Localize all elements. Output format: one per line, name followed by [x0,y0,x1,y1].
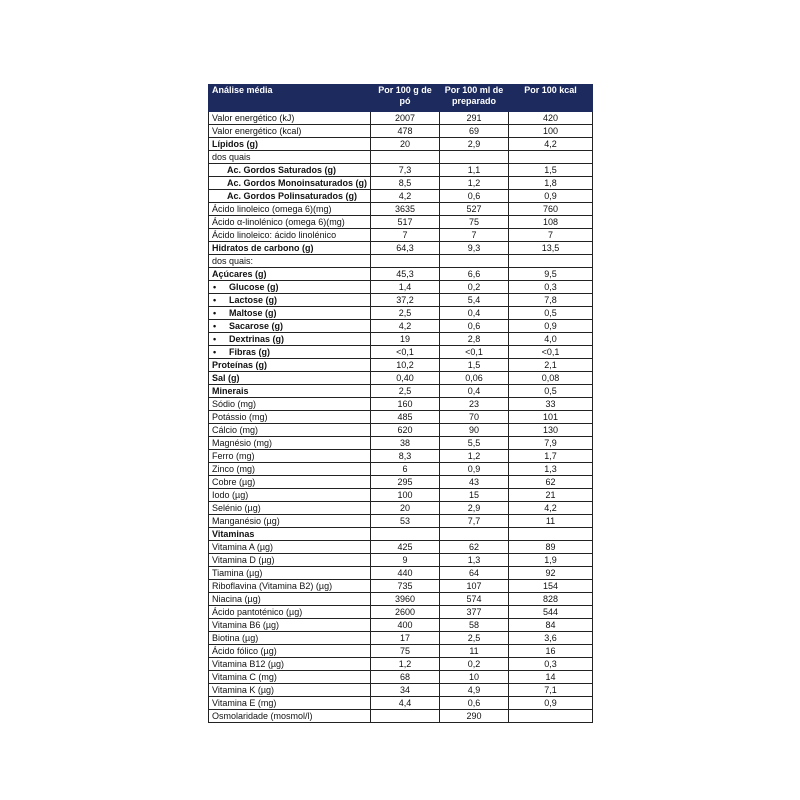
value-per-100ml: 0,6 [440,320,509,333]
row-label-cell [209,645,371,658]
value-per-100ml: 290 [440,710,509,723]
value-per-100g: 38 [371,437,440,450]
row-label: Valor energético (kcal) [212,126,302,136]
row-label-cell [209,268,371,281]
value-per-100g: 37,2 [371,294,440,307]
value-per-100kcal: 11 [509,515,593,528]
table-row [209,203,593,216]
value-per-100ml [440,151,509,164]
row-label: Proteínas (g) [212,360,268,370]
value-per-100ml: 7 [440,229,509,242]
row-label: Magnésio (mg) [212,438,273,448]
value-per-100g: 2007 [371,112,440,125]
value-per-100kcal: 420 [509,112,593,125]
row-label-cell [209,437,371,450]
value-per-100kcal: 101 [509,411,593,424]
row-label-cell [209,138,371,151]
value-per-100ml: 10 [440,671,509,684]
value-per-100kcal: 33 [509,398,593,411]
value-per-100kcal: 0,9 [509,190,593,203]
header-analysis: Análise média [209,85,371,112]
value-per-100g: 9 [371,554,440,567]
table-row [209,710,593,723]
value-per-100g: 3960 [371,593,440,606]
value-per-100g: 34 [371,684,440,697]
row-label: Ac. Gordos Polinsaturados (g) [227,191,358,201]
row-label-cell [209,385,371,398]
value-per-100kcal: 21 [509,489,593,502]
row-label: Ac. Gordos Monoinsaturados (g) [227,178,368,188]
value-per-100ml: 527 [440,203,509,216]
table-row [209,294,593,307]
value-per-100g: 478 [371,125,440,138]
row-label-cell [209,502,371,515]
row-label-cell [209,658,371,671]
value-per-100ml: 377 [440,606,509,619]
value-per-100g: 1,2 [371,658,440,671]
row-label: dos quais: [212,256,254,266]
bullet-icon: • [213,282,217,292]
value-per-100g: 64,3 [371,242,440,255]
value-per-100g [371,710,440,723]
bullet-icon: • [213,308,217,318]
value-per-100kcal: <0,1 [509,346,593,359]
value-per-100kcal: 130 [509,424,593,437]
row-label: Sal (g) [212,373,240,383]
row-label-cell [209,203,371,216]
value-per-100g: 4,2 [371,190,440,203]
row-label: Biotina (µg) [212,633,259,643]
row-label-cell [209,567,371,580]
value-per-100kcal: 89 [509,541,593,554]
table-row [209,606,593,619]
value-per-100ml: 1,2 [440,450,509,463]
row-label-cell [209,424,371,437]
header-per-100ml-prepared: Por 100 ml de preparado [440,85,509,112]
value-per-100ml: 11 [440,645,509,658]
value-per-100g: 4,2 [371,320,440,333]
row-label: Sódio (mg) [212,399,257,409]
value-per-100ml: 69 [440,125,509,138]
table-row [209,645,593,658]
value-per-100kcal: 84 [509,619,593,632]
row-label-cell [209,151,371,164]
value-per-100ml: 5,5 [440,437,509,450]
table-row [209,333,593,346]
table-row [209,255,593,268]
row-label-cell [209,554,371,567]
table-row [209,151,593,164]
row-label-cell [209,229,371,242]
value-per-100ml: 7,7 [440,515,509,528]
row-label-cell [209,541,371,554]
table-row [209,580,593,593]
row-label: Ácido linoleico (omega 6)(mg) [212,204,332,214]
value-per-100g: 20 [371,502,440,515]
row-label: Zinco (mg) [212,464,256,474]
row-label: dos quais [212,152,251,162]
table-row [209,411,593,424]
value-per-100ml: 0,2 [440,658,509,671]
value-per-100ml: 1,1 [440,164,509,177]
row-label: Vitamina D (µg) [212,555,275,565]
table-row [209,476,593,489]
value-per-100kcal: 14 [509,671,593,684]
row-label-cell [209,112,371,125]
value-per-100g: 735 [371,580,440,593]
value-per-100g: 75 [371,645,440,658]
value-per-100kcal: 0,3 [509,658,593,671]
value-per-100ml: 1,3 [440,554,509,567]
header-row [209,85,593,112]
table-row [209,346,593,359]
value-per-100kcal: 100 [509,125,593,138]
value-per-100kcal: 828 [509,593,593,606]
value-per-100kcal: 1,8 [509,177,593,190]
value-per-100g [371,151,440,164]
row-label-cell [209,398,371,411]
row-label: Vitamina B6 (µg) [212,620,280,630]
row-label: Cobre (µg) [212,477,256,487]
value-per-100ml: 62 [440,541,509,554]
value-per-100g: 4,4 [371,697,440,710]
table-row [209,619,593,632]
value-per-100g: 0,40 [371,372,440,385]
value-per-100kcal: 4,0 [509,333,593,346]
table-row [209,541,593,554]
value-per-100g: 17 [371,632,440,645]
row-label-cell [209,411,371,424]
value-per-100ml: 1,2 [440,177,509,190]
value-per-100g: 6 [371,463,440,476]
value-per-100ml: 70 [440,411,509,424]
value-per-100g: 7,3 [371,164,440,177]
row-label: Açúcares (g) [212,269,267,279]
value-per-100kcal: 7,8 [509,294,593,307]
value-per-100g: 19 [371,333,440,346]
value-per-100g: 68 [371,671,440,684]
nutrition-table [208,84,593,723]
table-row [209,658,593,671]
row-label: Ac. Gordos Saturados (g) [227,165,337,175]
table-row [209,463,593,476]
table-row [209,385,593,398]
bullet-icon: • [213,295,217,305]
row-label: Vitaminas [212,529,255,539]
value-per-100kcal: 0,3 [509,281,593,294]
value-per-100ml: 2,9 [440,502,509,515]
value-per-100kcal: 7 [509,229,593,242]
row-label-cell [209,216,371,229]
row-label-cell [209,346,371,359]
value-per-100g: 517 [371,216,440,229]
value-per-100kcal: 1,5 [509,164,593,177]
value-per-100ml: 2,5 [440,632,509,645]
bullet-icon: • [213,334,217,344]
row-label: Manganésio (µg) [212,516,280,526]
value-per-100kcal: 0,5 [509,307,593,320]
value-per-100kcal: 0,9 [509,697,593,710]
row-label-cell [209,606,371,619]
value-per-100ml: 6,6 [440,268,509,281]
table-row [209,281,593,294]
value-per-100kcal: 16 [509,645,593,658]
value-per-100g: 53 [371,515,440,528]
value-per-100g [371,528,440,541]
row-label-cell [209,164,371,177]
value-per-100kcal [509,528,593,541]
value-per-100kcal: 3,6 [509,632,593,645]
table-row [209,489,593,502]
value-per-100g: 45,3 [371,268,440,281]
row-label-cell [209,294,371,307]
table-row [209,320,593,333]
value-per-100ml: 2,8 [440,333,509,346]
value-per-100ml: 15 [440,489,509,502]
row-label-cell [209,515,371,528]
value-per-100g: <0,1 [371,346,440,359]
row-label: Glucose (g) [229,282,279,292]
value-per-100kcal: 2,1 [509,359,593,372]
value-per-100kcal: 760 [509,203,593,216]
row-label-cell [209,359,371,372]
value-per-100g [371,255,440,268]
value-per-100ml: 0,6 [440,697,509,710]
value-per-100ml: 2,9 [440,138,509,151]
row-label: Vitamina A (µg) [212,542,274,552]
table-row [209,177,593,190]
row-label: Fibras (g) [229,347,271,357]
header-per-100kcal: Por 100 kcal [509,85,593,112]
value-per-100kcal: 0,08 [509,372,593,385]
row-label: Lípidos (g) [212,139,258,149]
table-row [209,359,593,372]
value-per-100kcal: 1,7 [509,450,593,463]
row-label-cell [209,528,371,541]
value-per-100ml: 0,6 [440,190,509,203]
row-label-cell [209,593,371,606]
row-label: Hidratos de carbono (g) [212,243,314,253]
value-per-100ml: 0,9 [440,463,509,476]
value-per-100kcal: 544 [509,606,593,619]
value-per-100ml: 9,3 [440,242,509,255]
table-row [209,372,593,385]
value-per-100g: 8,3 [371,450,440,463]
value-per-100kcal: 1,3 [509,463,593,476]
value-per-100g: 620 [371,424,440,437]
value-per-100kcal: 0,5 [509,385,593,398]
value-per-100ml: <0,1 [440,346,509,359]
value-per-100kcal [509,710,593,723]
row-label-cell [209,242,371,255]
row-label: Ácido α-linolénico (omega 6)(mg) [212,217,345,227]
value-per-100ml: 43 [440,476,509,489]
value-per-100ml: 1,5 [440,359,509,372]
value-per-100ml: 291 [440,112,509,125]
table-row [209,554,593,567]
row-label: Ácido pantoténico (µg) [212,607,303,617]
value-per-100ml [440,528,509,541]
value-per-100ml: 0,4 [440,307,509,320]
value-per-100ml: 4,9 [440,684,509,697]
value-per-100kcal: 4,2 [509,138,593,151]
table-row [209,567,593,580]
table-row [209,697,593,710]
row-label: Ácido linoleico: ácido linolénico [212,230,337,240]
value-per-100g: 440 [371,567,440,580]
row-label: Minerais [212,386,249,396]
value-per-100kcal: 7,1 [509,684,593,697]
table-row [209,671,593,684]
table-header [209,85,593,112]
row-label-cell [209,684,371,697]
value-per-100ml: 75 [440,216,509,229]
row-label: Riboflavina (Vitamina B2) (µg) [212,581,333,591]
row-label-cell [209,671,371,684]
value-per-100g: 425 [371,541,440,554]
table-row [209,515,593,528]
table-row [209,424,593,437]
value-per-100g: 2600 [371,606,440,619]
value-per-100kcal: 1,9 [509,554,593,567]
table-row [209,216,593,229]
value-per-100kcal: 0,9 [509,320,593,333]
row-label: Potássio (mg) [212,412,268,422]
value-per-100g: 485 [371,411,440,424]
row-label-cell [209,489,371,502]
row-label: Vitamina C (mg) [212,672,277,682]
table-row [209,164,593,177]
row-label-cell [209,450,371,463]
value-per-100kcal: 9,5 [509,268,593,281]
row-label-cell [209,619,371,632]
value-per-100g: 1,4 [371,281,440,294]
table-row [209,632,593,645]
value-per-100ml: 90 [440,424,509,437]
value-per-100ml: 58 [440,619,509,632]
row-label: Valor energético (kJ) [212,113,295,123]
row-label: Niacina (µg) [212,594,261,604]
row-label: Ferro (mg) [212,451,255,461]
table-row [209,398,593,411]
row-label-cell [209,307,371,320]
value-per-100ml: 0,2 [440,281,509,294]
table-row [209,307,593,320]
value-per-100ml: 23 [440,398,509,411]
row-label: Cálcio (mg) [212,425,259,435]
value-per-100kcal [509,151,593,164]
table-row [209,190,593,203]
value-per-100kcal [509,255,593,268]
table-body [209,112,593,723]
row-label-cell [209,372,371,385]
row-label: Iodo (µg) [212,490,249,500]
table-row [209,242,593,255]
value-per-100g: 3635 [371,203,440,216]
value-per-100g: 2,5 [371,307,440,320]
value-per-100g: 160 [371,398,440,411]
row-label-cell [209,697,371,710]
row-label-cell [209,281,371,294]
row-label: Ácido fólico (µg) [212,646,277,656]
table-row [209,437,593,450]
value-per-100ml: 0,4 [440,385,509,398]
table-row [209,138,593,151]
table-row [209,528,593,541]
row-label: Dextrinas (g) [229,334,285,344]
row-label-cell [209,333,371,346]
row-label: Lactose (g) [229,295,278,305]
row-label-cell [209,177,371,190]
value-per-100ml: 64 [440,567,509,580]
value-per-100kcal: 62 [509,476,593,489]
table-row [209,502,593,515]
row-label-cell [209,320,371,333]
value-per-100g: 20 [371,138,440,151]
value-per-100kcal: 4,2 [509,502,593,515]
row-label-cell [209,580,371,593]
value-per-100kcal: 108 [509,216,593,229]
row-label: Sacarose (g) [229,321,284,331]
value-per-100kcal: 154 [509,580,593,593]
table-row [209,229,593,242]
row-label: Vitamina E (mg) [212,698,277,708]
row-label-cell [209,190,371,203]
row-label-cell [209,476,371,489]
value-per-100ml: 5,4 [440,294,509,307]
row-label: Maltose (g) [229,308,277,318]
value-per-100ml: 0,06 [440,372,509,385]
value-per-100ml [440,255,509,268]
value-per-100g: 100 [371,489,440,502]
value-per-100kcal: 7,9 [509,437,593,450]
row-label-cell [209,255,371,268]
value-per-100g: 2,5 [371,385,440,398]
row-label: Tiamina (µg) [212,568,263,578]
table-row [209,450,593,463]
row-label-cell [209,463,371,476]
table-row [209,125,593,138]
table-row [209,684,593,697]
row-label-cell [209,710,371,723]
value-per-100g: 400 [371,619,440,632]
row-label: Selénio (µg) [212,503,261,513]
header-per-100g-powder: Por 100 g de pó [371,85,440,112]
value-per-100kcal: 92 [509,567,593,580]
row-label: Vitamina B12 (µg) [212,659,285,669]
value-per-100g: 10,2 [371,359,440,372]
row-label: Vitamina K (µg) [212,685,275,695]
value-per-100g: 295 [371,476,440,489]
table-row [209,593,593,606]
value-per-100ml: 107 [440,580,509,593]
bullet-icon: • [213,347,217,357]
value-per-100ml: 574 [440,593,509,606]
value-per-100g: 8,5 [371,177,440,190]
bullet-icon: • [213,321,217,331]
table-row [209,112,593,125]
value-per-100kcal: 13,5 [509,242,593,255]
row-label-cell [209,632,371,645]
value-per-100g: 7 [371,229,440,242]
table-row [209,268,593,281]
row-label-cell [209,125,371,138]
row-label: Osmolaridade (mosmol/l) [212,711,313,721]
